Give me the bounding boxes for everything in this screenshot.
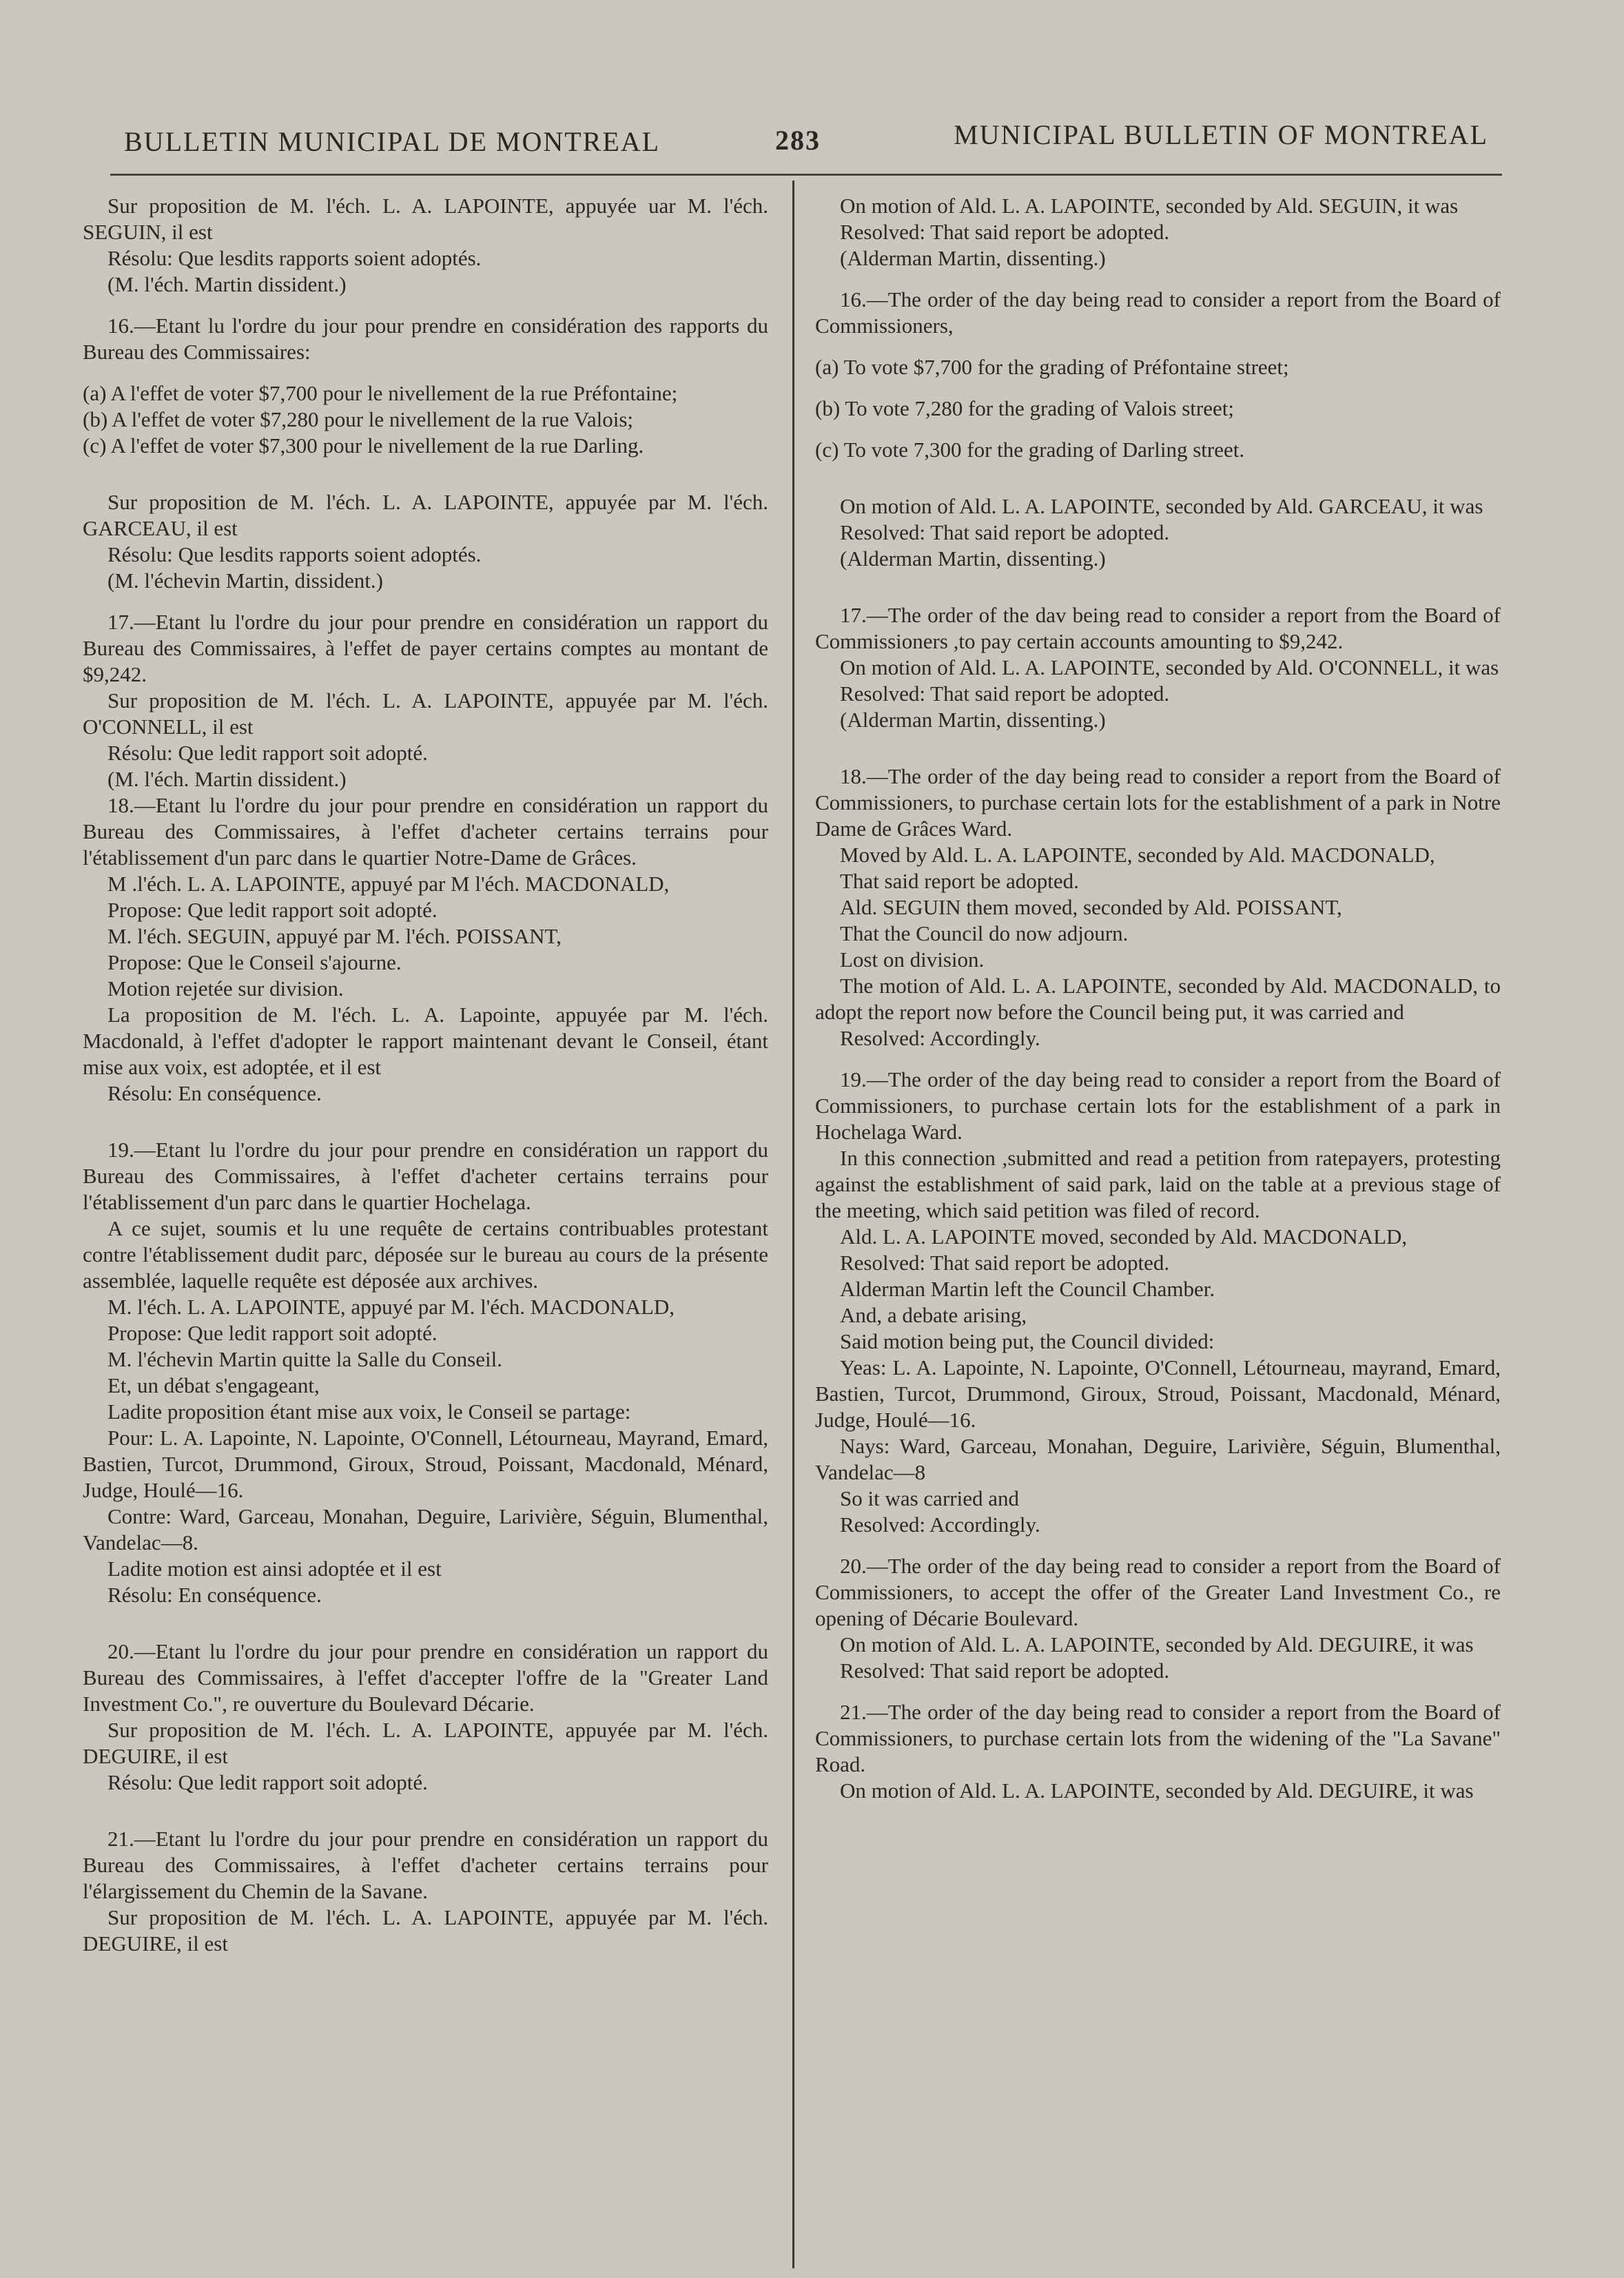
english-paragraph: Resolved: Accordingly.: [840, 1026, 1040, 1050]
french-paragraph: M. l'éch. SEGUIN, appuyé par M. l'éch. POISSANT,: [107, 924, 562, 948]
french-list-item: (c) A l'effet de voter $7,300 pour le nivellement de la rue Darling.: [83, 433, 644, 458]
english-paragraph: (Alderman Martin, dissenting.): [840, 708, 1106, 732]
french-paragraph: Résolu: Que lesdits rapports soient adoptés.: [107, 246, 482, 270]
english-paragraph: Resolved: That said report be adopted.: [840, 520, 1170, 544]
english-paragraph: (Alderman Martin, dissenting.): [840, 546, 1106, 571]
english-paragraph: 17.—The order of the dav being read to consider a report from the Board of Commissioners ,to pay certain accounts amounting to $9,242.: [815, 603, 1501, 653]
french-paragraph: La proposition de M. l'éch. L. A. Lapointe, appuyée par M. l'éch. Macdonald, à l'effet d'adopter le rapport maintenant devant le Conseil, étant mise aux voix, est adoptée, et il est: [83, 1003, 768, 1079]
header-french-title: BULLETIN MUNICIPAL DE MONTREAL: [124, 126, 661, 157]
english-paragraph: On motion of Ald. L. A. LAPOINTE, seconded by Ald. SEGUIN, it was: [840, 194, 1459, 218]
french-paragraph: Propose: Que le Conseil s'ajourne.: [107, 950, 402, 974]
french-paragraph: Ladite proposition étant mise aux voix, le Conseil se partage:: [107, 1399, 631, 1424]
column-divider: [792, 181, 794, 2268]
english-paragraph: The motion of Ald. L. A. LAPOINTE, seconded by Ald. MACDONALD, to adopt the report now before the Council being put, it was carried and: [815, 974, 1501, 1024]
english-paragraph: 19.—The order of the day being read to consider a report from the Board of Commissioners, to purchase certain lots for the establishment of a park in Hochelaga Ward.: [815, 1067, 1501, 1144]
french-paragraph: 18.—Etant lu l'ordre du jour pour prendre en considération un rapport du Bureau des Commissaires, à l'effet d'acheter certains terrains pour l'établissement d'un parc dans le quartier Notre-Dame de Grâces.: [83, 793, 768, 870]
page-header: [117, 117, 1488, 165]
french-paragraph: Contre: Ward, Garceau, Monahan, Deguire, Larivière, Séguin, Blumenthal, Vandelac—8.: [83, 1504, 768, 1554]
french-paragraph: Motion rejetée sur division.: [107, 976, 344, 1001]
english-paragraph: On motion of Ald. L. A. LAPOINTE, seconded by Ald. DEGUIRE, it was: [840, 1778, 1474, 1803]
header-english-title: MUNICIPAL BULLETIN OF MONTREAL: [954, 119, 1488, 150]
french-paragraph: Résolu: Que ledit rapport soit adopté.: [107, 1770, 428, 1794]
french-paragraph: 20.—Etant lu l'ordre du jour pour prendre en considération un rapport du Bureau des Commissaires, à l'effet d'accepter l'offre de la "Greater Land Investment Co.", re ouverture du Boulevard Décarie.: [83, 1639, 768, 1716]
french-paragraph: Propose: Que ledit rapport soit adopté.: [107, 1321, 438, 1345]
french-list-item: (a) A l'effet de voter $7,700 pour le nivellement de la rue Préfontaine;: [83, 381, 678, 405]
french-paragraph: Résolu: Que ledit rapport soit adopté.: [107, 741, 428, 765]
french-list-item: (b) A l'effet de voter $7,280 pour le nivellement de la rue Valois;: [83, 407, 634, 431]
french-paragraph: 17.—Etant lu l'ordre du jour pour prendre en considération un rapport du Bureau des Commissaires, à l'effet de payer certains comptes au montant de $9,242.: [83, 610, 768, 686]
english-paragraph: In this connection ,submitted and read a petition from ratepayers, protesting against the establishment of said park, laid on the table at a previous stage of the meeting, which said petition was filed of record.: [815, 1146, 1501, 1222]
english-paragraph: 20.—The order of the day being read to consider a report from the Board of Commissioners, to accept the offer of the Greater Land Investment Co., re opening of Décarie Boulevard.: [815, 1554, 1501, 1630]
french-paragraph: (M. l'éch. Martin dissident.): [107, 272, 347, 296]
french-paragraph: Ladite motion est ainsi adoptée et il est: [107, 1557, 442, 1581]
french-paragraph: Sur proposition de M. l'éch. L. A. LAPOINTE, appuyée par M. l'éch. DEGUIRE, il est: [83, 1718, 768, 1768]
french-paragraph: 16.—Etant lu l'ordre du jour pour prendre en considération des rapports du Bureau des Commissaires:: [83, 314, 768, 364]
english-paragraph: Resolved: That said report be adopted.: [840, 681, 1170, 706]
french-paragraph: 19.—Etant lu l'ordre du jour pour prendre en considération un rapport du Bureau des Commissaires, à l'effet d'acheter certains terrains pour l'établissement d'un parc dans le quartier Hochelaga.: [83, 1138, 768, 1214]
english-paragraph: 21.—The order of the day being read to consider a report from the Board of Commissioners, to purchase certain lots from the widening of the "La Savane" Road.: [815, 1700, 1501, 1776]
french-paragraph: (M. l'éch. Martin dissident.): [107, 767, 347, 791]
french-paragraph: Propose: Que ledit rapport soit adopté.: [107, 898, 438, 922]
french-column: [83, 193, 768, 1957]
english-paragraph: And, a debate arising,: [840, 1303, 1027, 1327]
french-paragraph: (M. l'échevin Martin, dissident.): [107, 568, 383, 593]
french-paragraph: M. l'échevin Martin quitte la Salle du Conseil.: [107, 1347, 502, 1371]
english-list-item: (b) To vote 7,280 for the grading of Valois street;: [815, 396, 1234, 420]
french-paragraph: Sur proposition de M. l'éch. L. A. LAPOINTE, appuyée uar M. l'éch. SEGUIN, il est: [83, 194, 768, 244]
french-paragraph: Et, un débat s'engageant,: [107, 1373, 320, 1397]
french-paragraph: 21.—Etant lu l'ordre du jour pour prendre en considération un rapport du Bureau des Commissaires, à l'effet d'acheter certains terrains pour l'élargissement du Chemin de la Savane.: [83, 1827, 768, 1903]
english-paragraph: (Alderman Martin, dissenting.): [840, 246, 1106, 270]
french-paragraph: Pour: L. A. Lapointe, N. Lapointe, O'Connell, Létourneau, Mayrand, Emard, Bastien, Turcot, Drummond, Giroux, Stroud, Poissant, Macdonald, Ménard, Judge, Houlé—16.: [83, 1426, 768, 1502]
english-paragraph: Ald. SEGUIN them moved, seconded by Ald. POISSANT,: [840, 895, 1342, 919]
english-paragraph: Said motion being put, the Council divided:: [840, 1329, 1215, 1353]
english-paragraph: Alderman Martin left the Council Chamber.: [840, 1277, 1215, 1301]
french-paragraph: Résolu: En conséquence.: [107, 1583, 322, 1607]
french-paragraph: A ce sujet, soumis et lu une requête de certains contribuables protestant contre l'établissement dudit parc, déposée sur le bureau au cours de la présente assemblée, laquelle requête est déposée aux archives.: [83, 1216, 768, 1293]
english-paragraph: Resolved: That said report be adopted.: [840, 1251, 1170, 1275]
english-paragraph: Resolved: That said report be adopted.: [840, 220, 1170, 244]
english-paragraph: That the Council do now adjourn.: [840, 921, 1129, 945]
page-number: 283: [775, 125, 821, 156]
english-paragraph: 16.—The order of the day being read to consider a report from the Board of Commissioners,: [815, 287, 1501, 338]
english-list-item: (c) To vote 7,300 for the grading of Darling street.: [815, 438, 1245, 462]
french-paragraph: M .l'éch. L. A. LAPOINTE, appuyé par M l'éch. MACDONALD,: [107, 872, 670, 896]
french-paragraph: Sur proposition de M. l'éch. L. A. LAPOINTE, appuyée par M. l'éch. O'CONNELL, il est: [83, 688, 768, 739]
english-paragraph: On motion of Ald. L. A. LAPOINTE, seconded by Ald. DEGUIRE, it was: [840, 1632, 1474, 1656]
english-paragraph: Resolved: Accordingly.: [840, 1512, 1040, 1537]
english-paragraph: Lost on division.: [840, 947, 985, 972]
french-paragraph: Résolu: Que lesdits rapports soient adoptés.: [107, 542, 482, 566]
english-list-item: (a) To vote $7,700 for the grading of Préfontaine street;: [815, 355, 1289, 379]
english-paragraph: Ald. L. A. LAPOINTE moved, seconded by Ald. MACDONALD,: [840, 1224, 1408, 1249]
english-paragraph: Moved by Ald. L. A. LAPOINTE, seconded by Ald. MACDONALD,: [840, 843, 1435, 867]
english-paragraph: Resolved: That said report be adopted.: [840, 1659, 1170, 1683]
english-column: [815, 193, 1501, 1804]
french-paragraph: Sur proposition de M. l'éch. L. A. LAPOINTE, appuyée par M. l'éch. DEGUIRE, il est: [83, 1905, 768, 1956]
english-paragraph: 18.—The order of the day being read to consider a report from the Board of Commissioners, to purchase certain lots for the establishment of a park in Notre Dame de Grâces Ward.: [815, 764, 1501, 841]
english-paragraph: That said report be adopted.: [840, 869, 1079, 893]
header-rule: [110, 174, 1502, 176]
french-paragraph: Sur proposition de M. l'éch. L. A. LAPOINTE, appuyée par M. l'éch. GARCEAU, il est: [83, 490, 768, 540]
english-paragraph: Nays: Ward, Garceau, Monahan, Deguire, Larivière, Séguin, Blumenthal, Vandelac—8: [815, 1434, 1501, 1484]
english-paragraph: So it was carried and: [840, 1486, 1019, 1510]
english-paragraph: Yeas: L. A. Lapointe, N. Lapointe, O'Connell, Létourneau, mayrand, Emard, Bastien, Turcot, Drummond, Giroux, Stroud, Poissant, Macdonald, Ménard, Judge, Houlé—16.: [815, 1355, 1501, 1432]
french-paragraph: M. l'éch. L. A. LAPOINTE, appuyé par M. l'éch. MACDONALD,: [107, 1295, 675, 1319]
english-paragraph: On motion of Ald. L. A. LAPOINTE, seconded by Ald. O'CONNELL, it was: [840, 655, 1499, 679]
french-paragraph: Résolu: En conséquence.: [107, 1081, 322, 1105]
english-paragraph: On motion of Ald. L. A. LAPOINTE, seconded by Ald. GARCEAU, it was: [840, 494, 1483, 518]
